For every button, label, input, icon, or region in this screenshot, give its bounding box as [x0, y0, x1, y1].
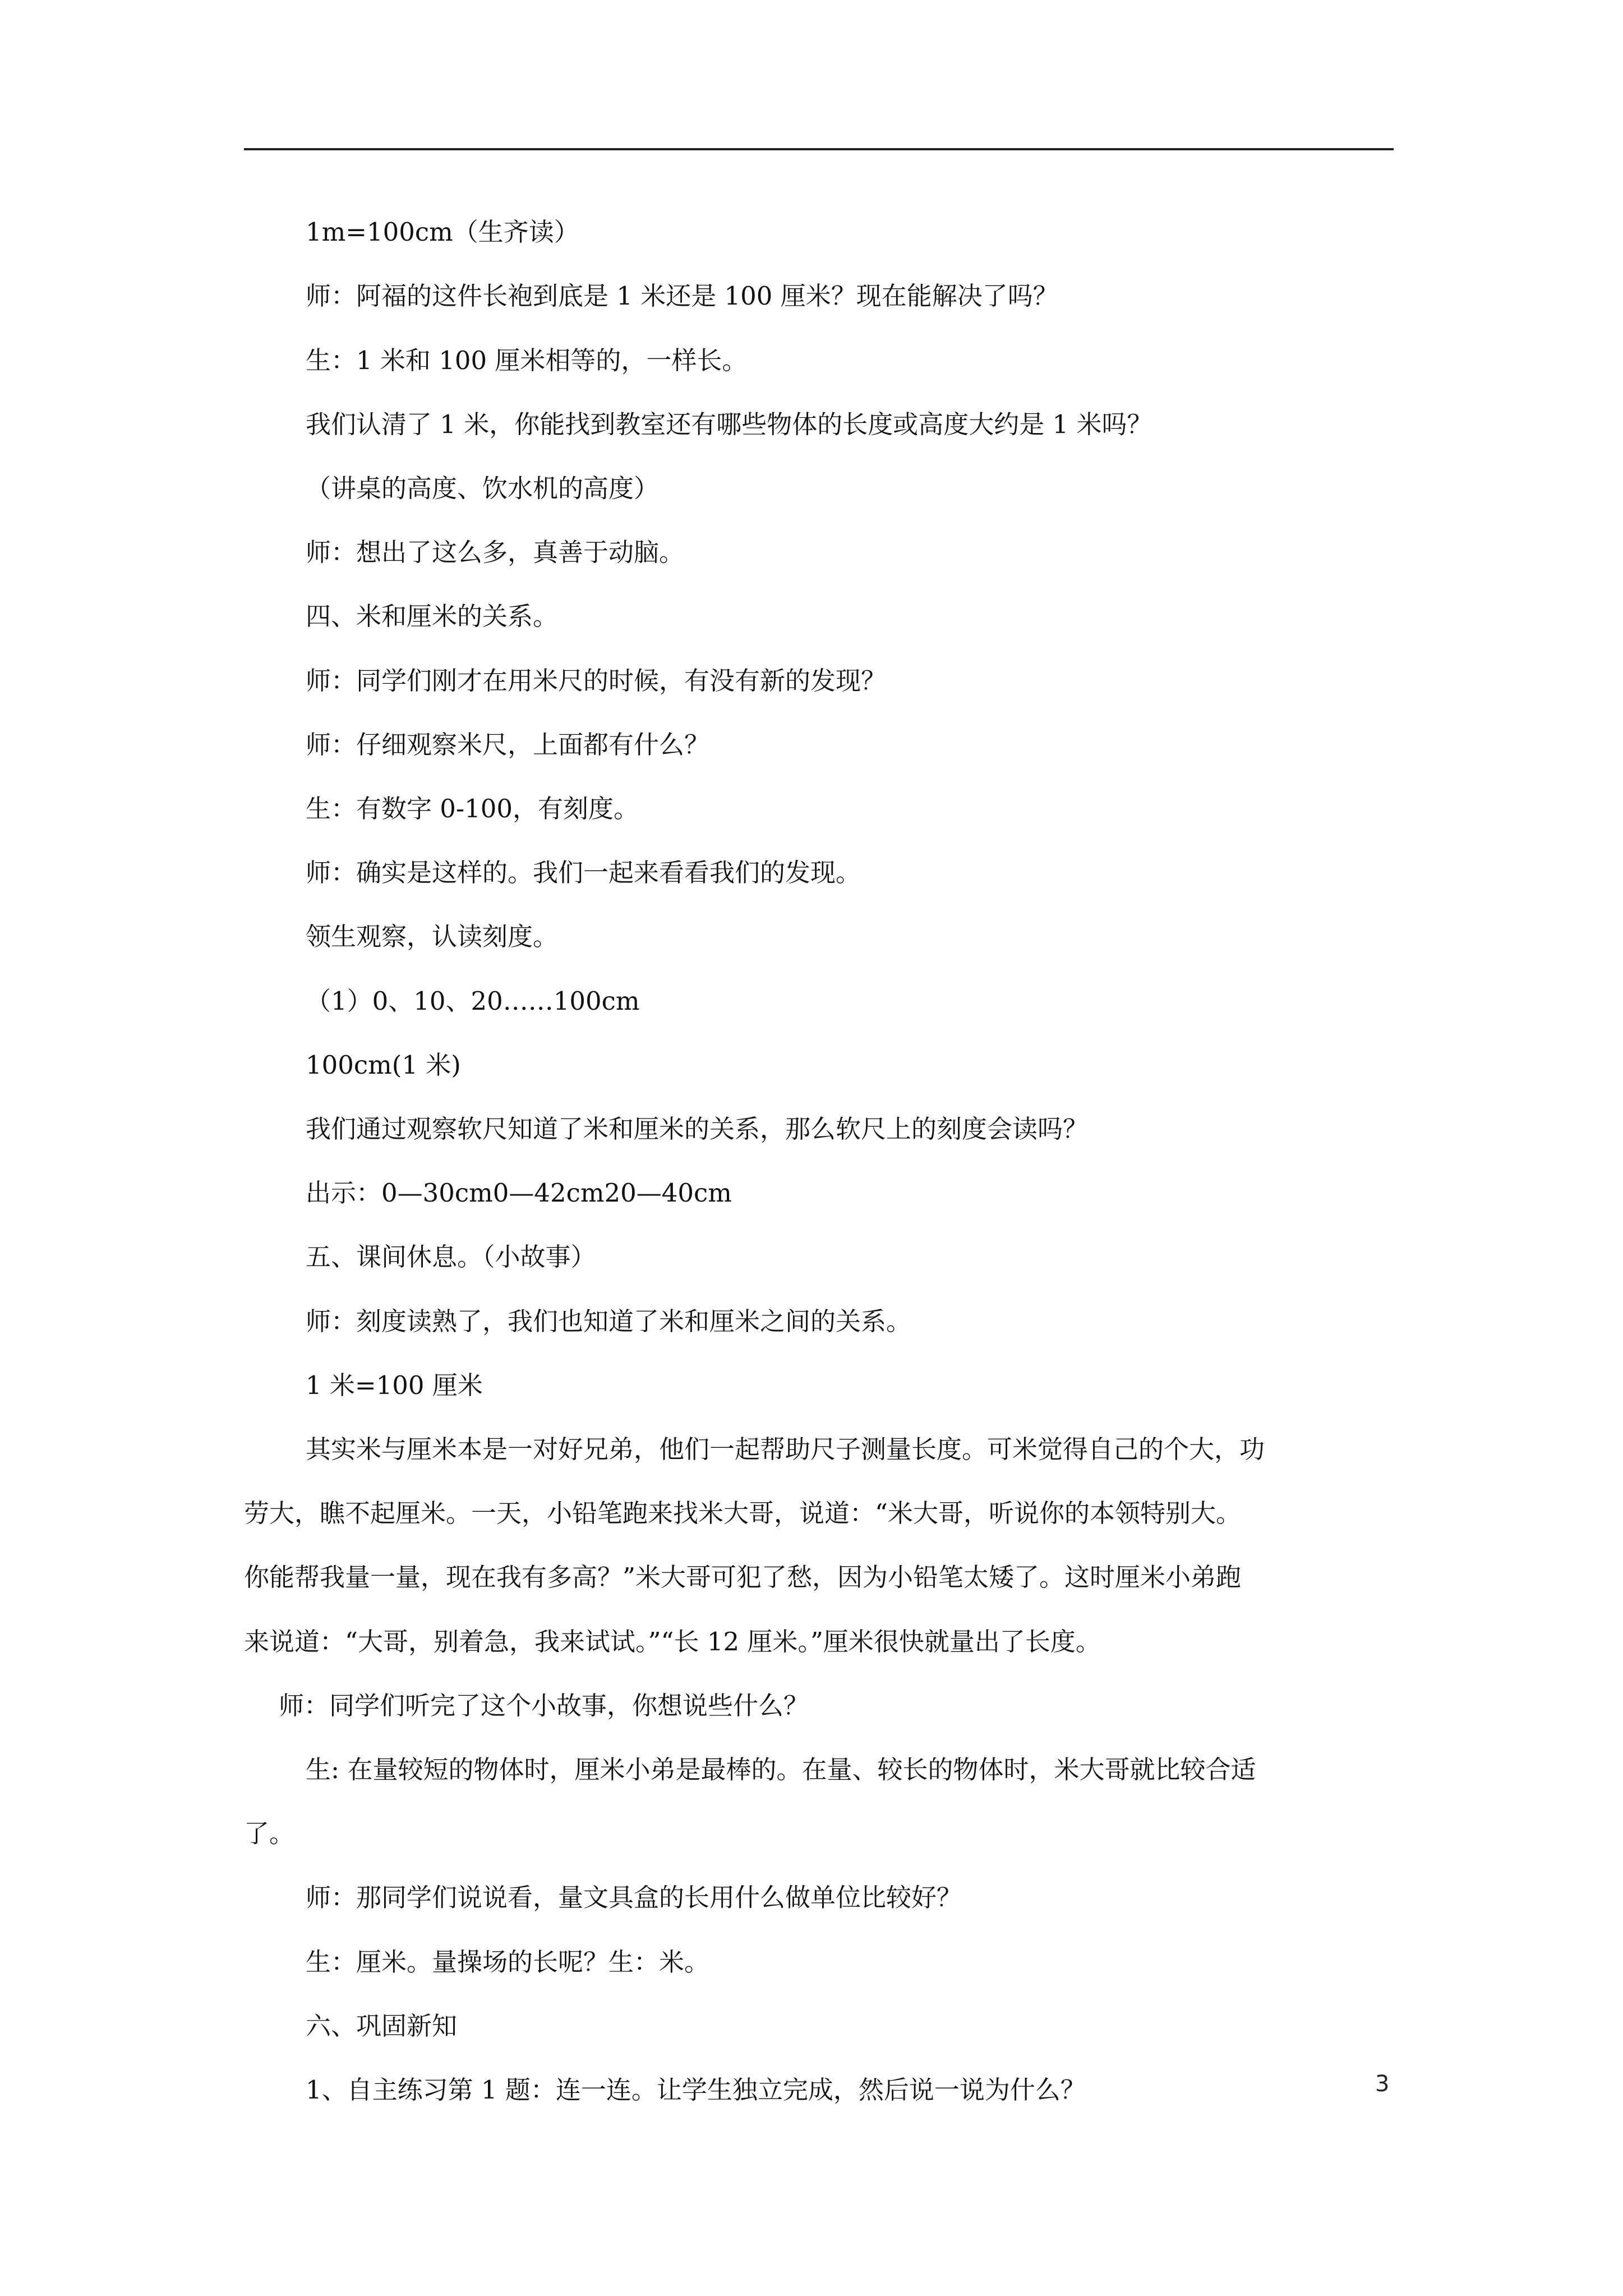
text-line: 师：仔细观察米尺，上面都有什么？ [306, 730, 710, 760]
text-line: 师：刻度读熟了，我们也知道了米和厘米之间的关系。 [306, 1306, 912, 1336]
section-heading: 六、巩固新知 [306, 2011, 458, 2041]
text-line: 生：有数字 0-100，有刻度。 [306, 794, 639, 823]
text-line: 师：同学们听完了这个小故事，你想说些什么？ [279, 1691, 809, 1720]
section-heading: 五、课间休息。（小故事） [306, 1242, 596, 1272]
text-line: 师：确实是这样的。我们一起来看看我们的发现。 [306, 858, 861, 887]
text-line: 出示：0—30cm0—42cm20—40cm [306, 1178, 732, 1208]
page-number: 3 [1375, 2071, 1390, 2097]
story-line: 其实米与厘米本是一对好兄弟，他们一起帮助尺子测量长度。可米觉得自己的个大，功 [306, 1434, 1265, 1464]
text-line: 生：厘米。量操场的长呢？生：米。 [306, 1947, 710, 1977]
text-line: 师：阿福的这件长袍到底是 1 米还是 100 厘米？现在能解决了吗？ [306, 281, 1058, 311]
header-rule [244, 148, 1394, 150]
story-line: 你能帮我量一量，现在我有多高？”米大哥可犯了愁，因为小铅笔太矮了。这时厘米小弟跑 [244, 1562, 1242, 1592]
story-line: 来说道：“大哥，别着急，我来试试。”“长 12 厘米。”厘米很快就量出了长度。 [244, 1627, 1101, 1657]
text-line: 生：1 米和 100 厘米相等的，一样长。 [306, 346, 748, 375]
text-line: 师：同学们刚才在用米尺的时候，有没有新的发现？ [306, 666, 887, 696]
story-line: 劳大，瞧不起厘米。一天，小铅笔跑来找米大哥，说道：“米大哥，听说你的本领特别大。 [244, 1498, 1242, 1528]
text-line: 领生观察，认读刻度。 [306, 922, 559, 951]
text-line: 1、自主练习第 1 题：连一连。让学生独立完成，然后说一说为什么？ [306, 2075, 1086, 2105]
text-line: 我们通过观察软尺知道了米和厘米的关系，那么软尺上的刻度会读吗？ [306, 1114, 1089, 1144]
text-line: （1）0、10、20……100cm [306, 986, 640, 1016]
text-line: 师：那同学们说说看，量文具盒的长用什么做单位比较好？ [306, 1883, 962, 1912]
text-line: （讲桌的高度、饮水机的高度） [306, 473, 660, 503]
text-line: 师：想出了这么多，真善于动脑。 [306, 537, 685, 567]
text-line: 我们认清了 1 米，你能找到教室还有哪些物体的长度或高度大约是 1 米吗？ [306, 409, 1152, 439]
text-line: 生: 在量较短的物体时，厘米小弟是最棒的。在量、较长的物体时，米大哥就比较合适 [306, 1755, 1256, 1784]
text-line: 了。 [244, 1819, 295, 1848]
text-line: 100cm(1 米) [306, 1050, 461, 1080]
text-line: 1m=100cm（生齐读） [306, 217, 579, 247]
section-heading: 四、米和厘米的关系。 [306, 601, 559, 631]
text-line: 1 米=100 厘米 [306, 1370, 483, 1400]
